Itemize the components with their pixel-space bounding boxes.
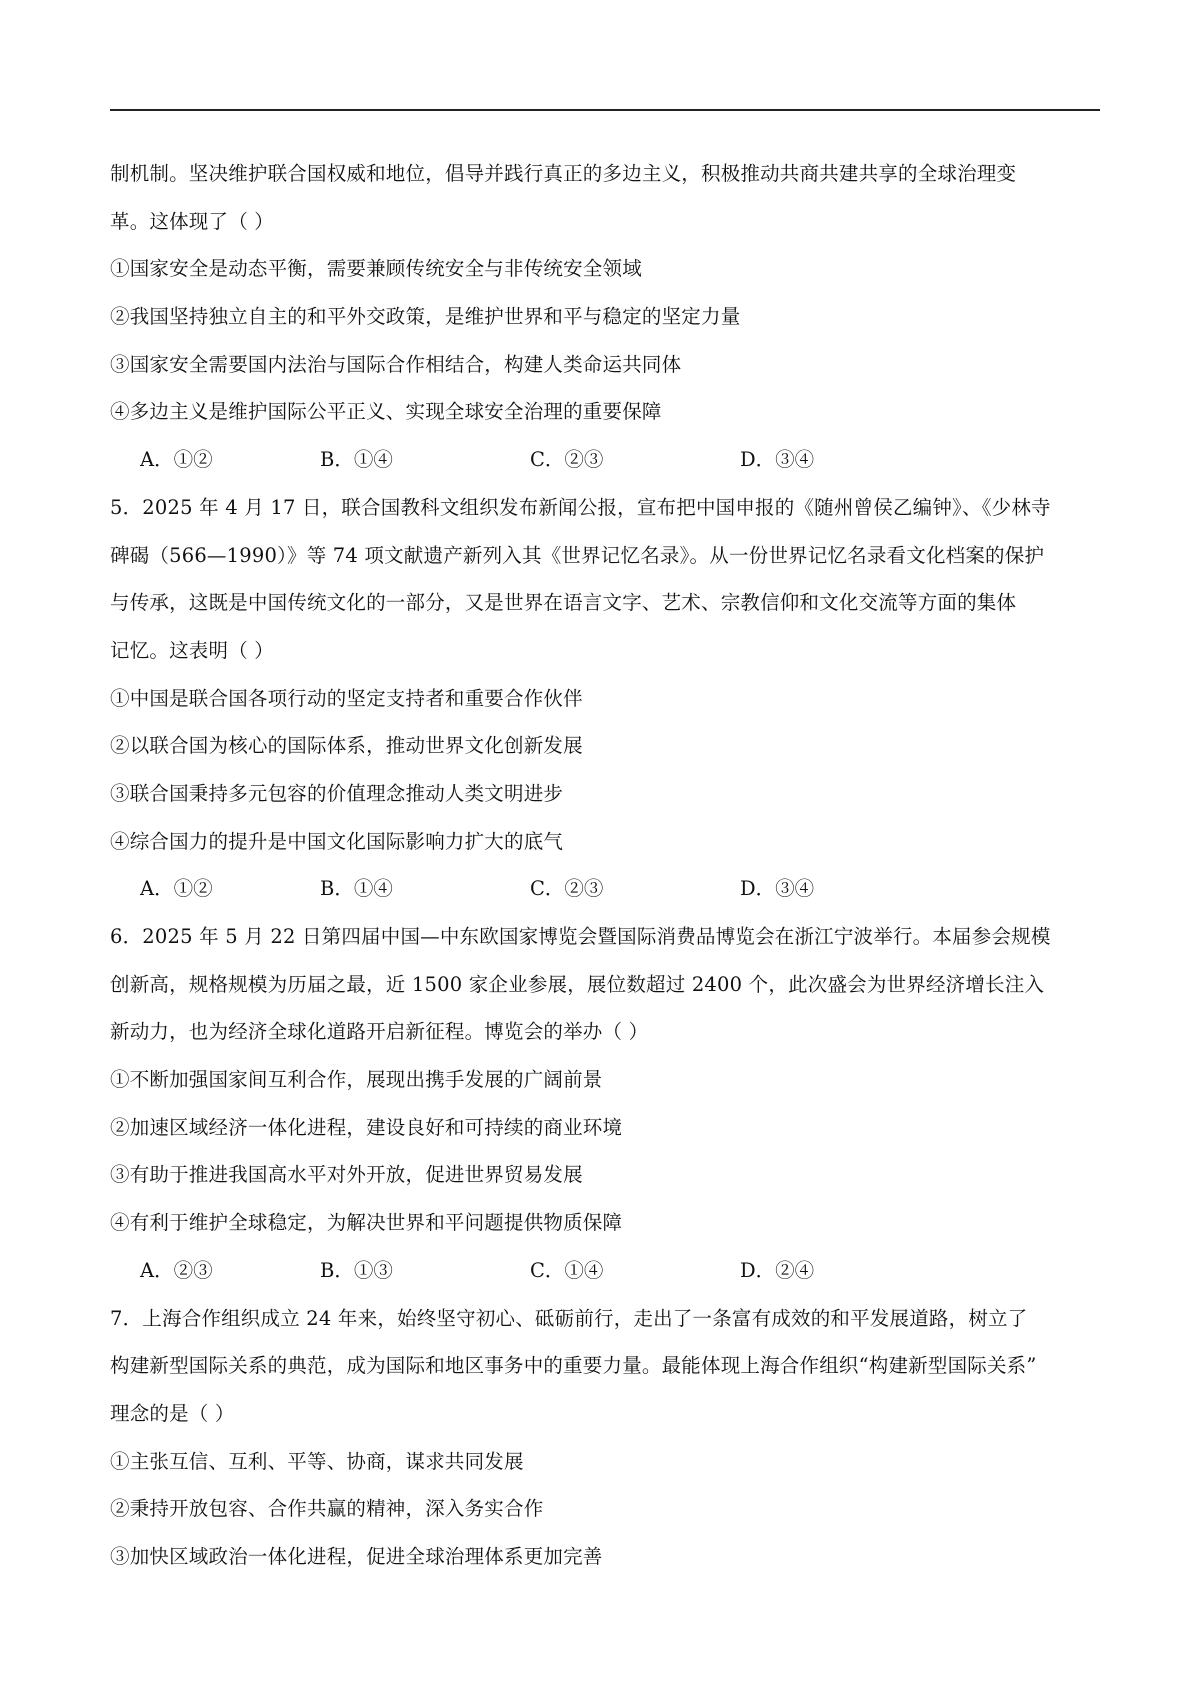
statement: ③有助于推进我国高水平对外开放，促进世界贸易发展: [110, 1163, 583, 1187]
question-stem-line: 革。这体现了（ ）: [110, 209, 274, 233]
option-b: B．①④: [320, 877, 393, 901]
header-rule: [110, 109, 1100, 111]
option-d: D．③④: [740, 877, 815, 901]
question-stem-line: 记忆。这表明（ ）: [110, 638, 274, 662]
option-c: C．①④: [530, 1258, 604, 1282]
question-stem-line: 与传承，这既是中国传统文化的一部分，又是世界在语言文字、艺术、宗教信仰和文化交流等方面的集体: [110, 591, 1017, 615]
statement: ①主张互信、互利、平等、协商，谋求共同发展: [110, 1449, 524, 1473]
option-c: C．②③: [530, 448, 604, 472]
statement: ③国家安全需要国内法治与国际合作相结合，构建人类命运共同体: [110, 352, 682, 376]
question-7: [110, 1295, 1100, 1581]
question-stem-line: 6．2025 年 5 月 22 日第四届中国—中东欧国家博览会暨国际消费品博览会在浙江宁波举行。本届参会规模: [110, 925, 1051, 948]
statement: ④多边主义是维护国际公平正义、实现全球安全治理的重要保障: [110, 400, 662, 424]
question-stem-line: 5．2025 年 4 月 17 日，联合国教科文组织发布新闻公报，宣布把中国申报的《随州曾侯乙编钟》、《少林寺: [110, 495, 1051, 519]
question-stem-line: 碑碣（566—1990）》等 74 项文献遗产新列入其《世界记忆名录》。从一份世界记忆名录看文化档案的保护: [110, 543, 1045, 567]
answer-options: [110, 436, 1100, 484]
question-stem-line: 理念的是（ ）: [110, 1401, 235, 1425]
option-a: A．②③: [140, 1258, 213, 1282]
statement: ④有利于维护全球稳定，为解决世界和平问题提供物质保障: [110, 1211, 623, 1235]
question-stem-line: 构建新型国际关系的典范，成为国际和地区事务中的重要力量。最能体现上海合作组织“构建新型国际关系”: [110, 1354, 1037, 1378]
statement: ③联合国秉持多元包容的价值理念推动人类文明进步: [110, 781, 564, 805]
page-content: [110, 150, 1100, 1581]
statement: ②秉持开放包容、合作共赢的精神，深入务实合作: [110, 1497, 544, 1521]
statement: ③加快区域政治一体化进程，促进全球治理体系更加完善: [110, 1544, 603, 1568]
answer-options: [110, 865, 1100, 913]
statement: ①国家安全是动态平衡，需要兼顾传统安全与非传统安全领域: [110, 257, 642, 281]
question-5: [110, 484, 1100, 913]
statement: ④综合国力的提升是中国文化国际影响力扩大的底气: [110, 829, 564, 853]
statement: ①中国是联合国各项行动的坚定支持者和重要合作伙伴: [110, 686, 583, 710]
question-stem-line: 制机制。坚决维护联合国权威和地位，倡导并践行真正的多边主义，积极推动共商共建共享的全球治理变: [110, 162, 1017, 185]
statement: ②加速区域经济一体化进程，建设良好和可持续的商业环境: [110, 1115, 623, 1139]
option-c: C．②③: [530, 877, 604, 901]
answer-options: [110, 1247, 1100, 1295]
statement: ②我国坚持独立自主的和平外交政策，是维护世界和平与稳定的坚定力量: [110, 305, 741, 329]
question-4-continuation: [110, 150, 1100, 484]
option-b: B．①③: [320, 1258, 393, 1282]
option-b: B．①④: [320, 448, 393, 472]
option-d: D．②④: [740, 1258, 815, 1282]
statement: ①不断加强国家间互利合作，展现出携手发展的广阔前景: [110, 1068, 603, 1092]
option-a: A．①②: [140, 448, 213, 472]
question-stem-line: 7．上海合作组织成立 24 年来，始终坚守初心、砥砺前行，走出了一条富有成效的和平发展道路，树立了: [110, 1306, 1028, 1330]
question-6: [110, 913, 1100, 1295]
option-a: A．①②: [140, 877, 213, 901]
question-stem-line: 创新高，规格规模为历届之最，近 1500 家企业参展，展位数超过 2400 个，此次盛会为世界经济增长注入: [110, 972, 1045, 996]
option-d: D．③④: [740, 448, 815, 472]
statement: ②以联合国为核心的国际体系，推动世界文化创新发展: [110, 734, 583, 758]
question-stem-line: 新动力，也为经济全球化道路开启新征程。博览会的举办（ ）: [110, 1020, 649, 1044]
